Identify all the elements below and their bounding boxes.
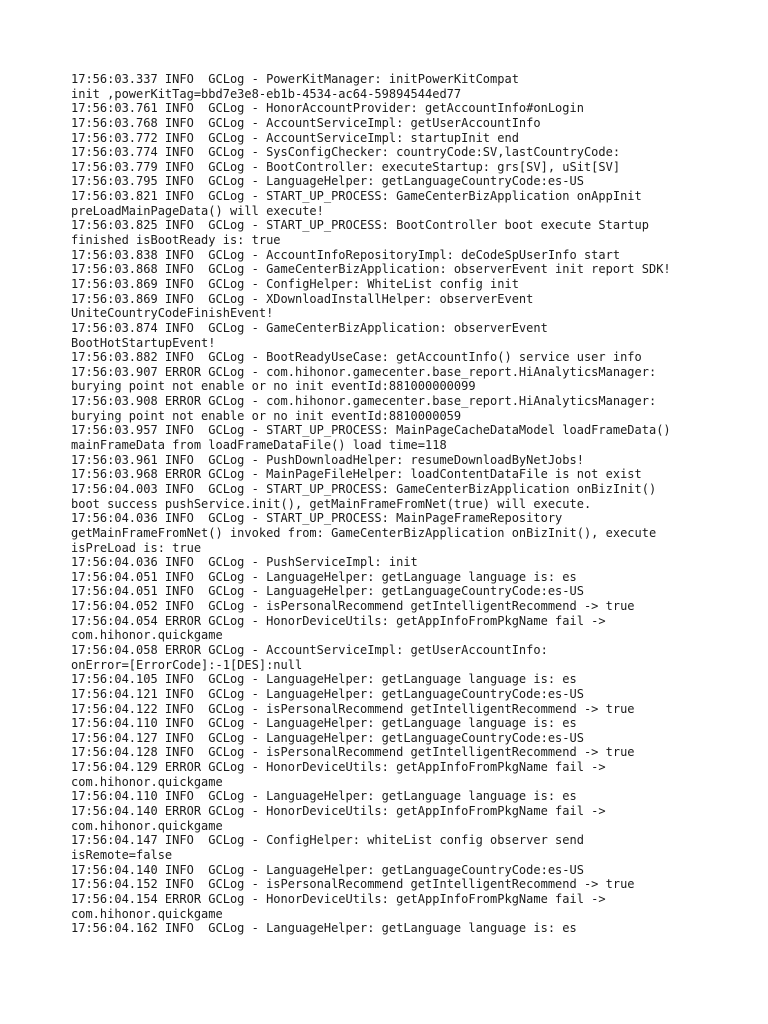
log-line: 17:56:03.874 INFO GCLog - GameCenterBizApplication: observerEvent [71, 320, 548, 335]
log-line: com.hihonor.quickgame [71, 818, 223, 833]
log-line: 17:56:04.058 ERROR GCLog - AccountServiceImpl: getUserAccountInfo: [71, 642, 548, 657]
log-line: 17:56:04.152 INFO GCLog - isPersonalRecommend getIntelligentRecommend -> true [71, 877, 635, 892]
log-line: 17:56:03.908 ERROR GCLog - com.hihonor.gamecenter.base_report.HiAnalyticsManager: [71, 394, 657, 409]
log-line: 17:56:04.051 INFO GCLog - LanguageHelper: getLanguageCountryCode:es-US [71, 584, 584, 599]
log-line: 17:56:03.795 INFO GCLog - LanguageHelper: getLanguageCountryCode:es-US [71, 174, 584, 189]
log-line: 17:56:03.968 ERROR GCLog - MainPageFileHelper: loadContentDataFile is not exist [71, 467, 642, 482]
log-line: 17:56:03.825 INFO GCLog - START_UP_PROCESS: BootController boot execute Startup [71, 218, 649, 233]
log-line: 17:56:03.337 INFO GCLog - PowerKitManager: initPowerKitCompat [71, 72, 519, 86]
log-line: 17:56:04.140 ERROR GCLog - HonorDeviceUtils: getAppInfoFromPkgName fail -> [71, 804, 606, 819]
log-line: init ,powerKitTag=bbd7e3e8-eb1b-4534-ac64-59894544ed77 [71, 86, 462, 101]
log-line: 17:56:03.961 INFO GCLog - PushDownloadHelper: resumeDownloadByNetJobs! [71, 452, 584, 467]
log-line: 17:56:03.774 INFO GCLog - SysConfigChecker: countryCode:SV,lastCountryCode: [71, 145, 621, 160]
log-line: BootHotStartupEvent! [71, 335, 216, 350]
log-line: 17:56:04.147 INFO GCLog - ConfigHelper: whiteList config observer send [71, 833, 584, 848]
log-line: 17:56:04.003 INFO GCLog - START_UP_PROCESS: GameCenterBizApplication onBizInit() [71, 481, 657, 496]
log-line: 17:56:03.882 INFO GCLog - BootReadyUseCase: getAccountInfo() service user info [71, 350, 642, 365]
log-line: 17:56:03.772 INFO GCLog - AccountServiceImpl: startupInit end [71, 130, 519, 145]
log-line: 17:56:03.957 INFO GCLog - START_UP_PROCESS: MainPageCacheDataModel loadFrameData() [71, 423, 671, 438]
log-line: 17:56:04.140 INFO GCLog - LanguageHelper: getLanguageCountryCode:es-US [71, 862, 584, 877]
log-line: com.hihonor.quickgame [71, 906, 223, 921]
log-line: preLoadMainPageData() will execute! [71, 203, 324, 218]
log-line: 17:56:04.127 INFO GCLog - LanguageHelper: getLanguageCountryCode:es-US [71, 730, 584, 745]
log-line: 17:56:03.869 INFO GCLog - XDownloadInstallHelper: observerEvent [71, 291, 534, 306]
log-line: 17:56:04.122 INFO GCLog - isPersonalRecommend getIntelligentRecommend -> true [71, 701, 635, 716]
log-line: finished isBootReady is: true [71, 233, 281, 248]
log-line: com.hihonor.quickgame [71, 774, 223, 789]
log-line: 17:56:04.162 INFO GCLog - LanguageHelper: getLanguage language is: es [71, 921, 577, 936]
log-line: 17:56:04.110 INFO GCLog - LanguageHelper: getLanguage language is: es [71, 789, 577, 804]
log-line: 17:56:04.105 INFO GCLog - LanguageHelper: getLanguage language is: es [71, 672, 577, 687]
log-line: burying point not enable or no init eventId:881000000099 [71, 379, 476, 394]
log-line: 17:56:04.054 ERROR GCLog - HonorDeviceUtils: getAppInfoFromPkgName fail -> [71, 613, 606, 628]
log-line: 17:56:03.761 INFO GCLog - HonorAccountProvider: getAccountInfo#onLogin [71, 101, 584, 116]
log-line: 17:56:04.154 ERROR GCLog - HonorDeviceUtils: getAppInfoFromPkgName fail -> [71, 891, 606, 906]
log-line: 17:56:03.869 INFO GCLog - ConfigHelper: WhiteList config init [71, 276, 519, 291]
log-line: 17:56:04.036 INFO GCLog - START_UP_PROCESS: MainPageFrameRepository [71, 511, 563, 526]
log-line: com.hihonor.quickgame [71, 628, 223, 643]
log-line: 17:56:03.838 INFO GCLog - AccountInfoRepositoryImpl: deCodeSpUserInfo start [71, 247, 621, 262]
log-line: boot success pushService.init(), getMainFrameFromNet(true) will execute. [71, 496, 592, 511]
log-line: 17:56:04.036 INFO GCLog - PushServiceImpl: init [71, 555, 418, 570]
log-line: isPreLoad is: true [71, 540, 202, 555]
log-line: burying point not enable or no init eventId:8810000059 [71, 408, 462, 423]
log-line: 17:56:04.128 INFO GCLog - isPersonalRecommend getIntelligentRecommend -> true [71, 745, 635, 760]
log-line: 17:56:04.121 INFO GCLog - LanguageHelper: getLanguageCountryCode:es-US [71, 686, 584, 701]
log-line: isRemote=false [71, 847, 173, 862]
log-text-block [71, 72, 731, 936]
log-line: UniteCountryCodeFinishEvent! [71, 306, 274, 321]
log-line: mainFrameData from loadFrameDataFile() load time=118 [71, 438, 447, 453]
log-line: 17:56:04.110 INFO GCLog - LanguageHelper: getLanguage language is: es [71, 716, 577, 731]
log-line: 17:56:04.051 INFO GCLog - LanguageHelper: getLanguage language is: es [71, 569, 577, 584]
log-line: 17:56:03.907 ERROR GCLog - com.hihonor.gamecenter.base_report.HiAnalyticsManager: [71, 364, 657, 379]
log-line: 17:56:04.129 ERROR GCLog - HonorDeviceUtils: getAppInfoFromPkgName fail -> [71, 760, 606, 775]
log-line: 17:56:04.052 INFO GCLog - isPersonalRecommend getIntelligentRecommend -> true [71, 599, 635, 614]
log-line: getMainFrameFromNet() invoked from: GameCenterBizApplication onBizInit(), execute [71, 525, 657, 540]
log-line: onError=[ErrorCode]:-1[DES]:null [71, 657, 303, 672]
log-line: 17:56:03.768 INFO GCLog - AccountServiceImpl: getUserAccountInfo [71, 115, 541, 130]
log-line: 17:56:03.821 INFO GCLog - START_UP_PROCESS: GameCenterBizApplication onAppInit [71, 189, 642, 204]
log-line: 17:56:03.868 INFO GCLog - GameCenterBizApplication: observerEvent init report SDK! [71, 262, 671, 277]
log-line: 17:56:03.779 INFO GCLog - BootController: executeStartup: grs[SV], uSit[SV] [71, 159, 621, 174]
